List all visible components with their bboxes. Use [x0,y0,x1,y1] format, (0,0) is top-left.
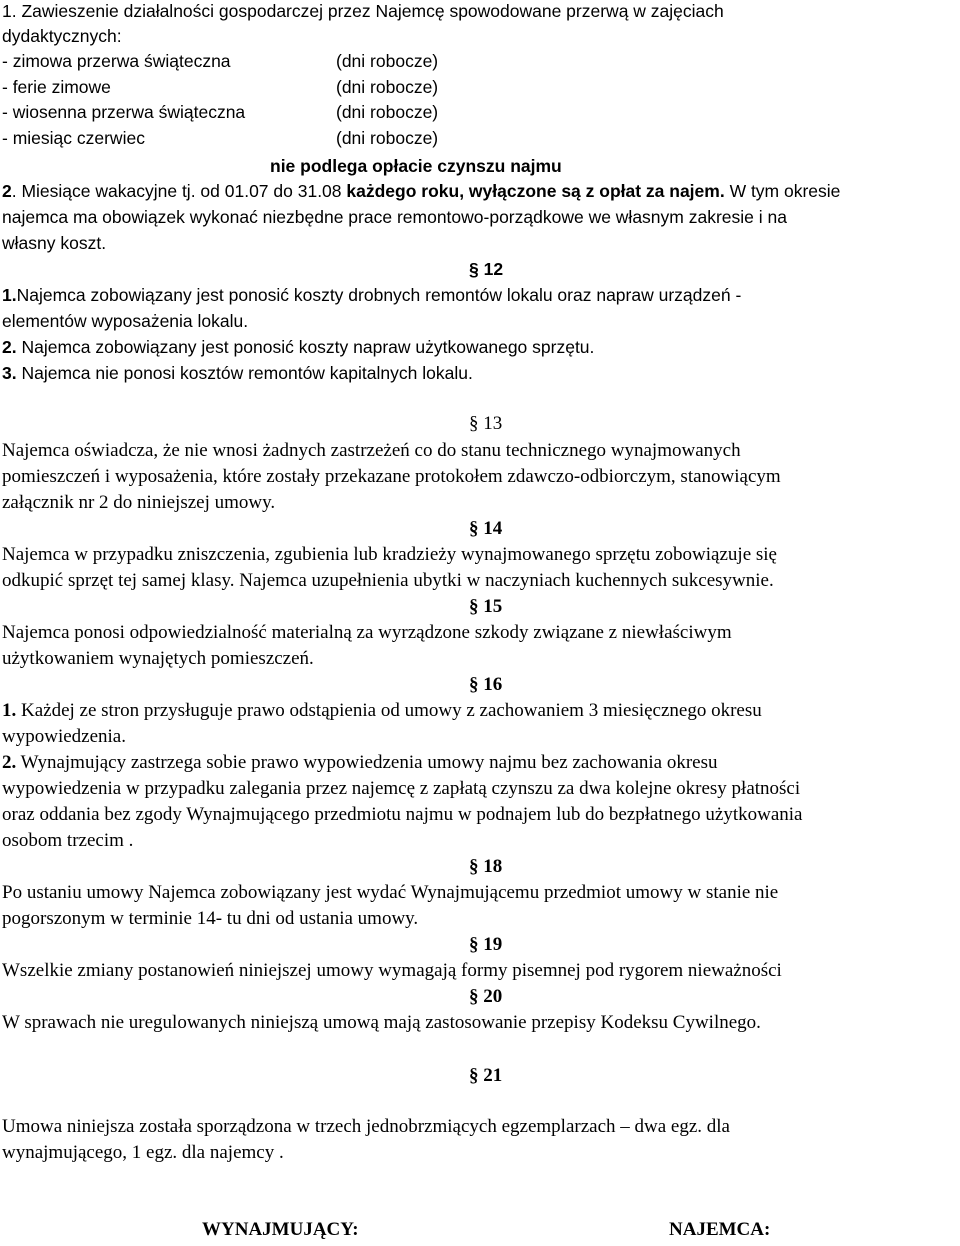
section-15-title: § 15 [469,596,503,617]
s12-item-1-line-2: elementów wyposażenia lokalu. [2,311,249,331]
s19-line-1: Wszelkie zmiany postanowień niniejszej umowy wymagają formy pisemnej pod rygorem nieważności [2,960,782,981]
p1-row-unit: (dni robocze) [336,51,439,71]
signature-tenant-label: NAJEMCA: [669,1219,771,1240]
s18-line-1: Po ustaniu umowy Najemca zobowiązany jest wydać Wynajmującemu przedmiot umowy w stanie nie [2,882,779,903]
p1-note: nie podlega opłacie czynszu najmu [270,156,562,176]
section-18-title: § 18 [469,856,503,877]
p1-row-unit: (dni robocze) [336,102,439,122]
p2-line-3: własny koszt. [2,233,107,253]
section-21-title: § 21 [469,1065,503,1086]
section-12-title: § 12 [469,259,504,279]
s16-item-2-line-1: 2. Wynajmujący zastrzega sobie prawo wypowiedzenia umowy najmu bez zachowania okresu [2,752,718,773]
p1-row-unit: (dni robocze) [336,128,439,148]
s15-line-1: Najemca ponosi odpowiedzialność materialną za wyrządzone szkody związane z niewłaściwym [2,622,732,643]
s13-line-1: Najemca oświadcza, że nie wnosi żadnych zastrzeżeń co do stanu technicznego wynajmowanych [2,440,741,461]
s16-item-1-line-2: wypowiedzenia. [2,726,126,747]
section-16-title: § 16 [469,674,503,695]
s13-line-3: załącznik nr 2 do niniejszej umowy. [2,492,276,513]
s16-item-1-line-1: 1. Każdej ze stron przysługuje prawo odstąpienia od umowy z zachowaniem 3 miesięcznego okresu [2,700,762,721]
s13-line-2: pomieszczeń i wyposażenia, które zostały przekazane protokołem zdawczo-odbiorczym, stanowiącym [2,466,781,487]
s15-line-2: użytkowaniem wynajętych pomieszczeń. [2,648,314,669]
signature-landlord-label: WYNAJMUJĄCY: [202,1219,359,1240]
s12-item-1-line-1: 1.Najemca zobowiązany jest ponosić koszty drobnych remontów lokalu oraz napraw urządzeń - [2,285,742,305]
p1-line-1: 1. Zawieszenie działalności gospodarczej przez Najemcę spowodowane przerwą w zajęciach [2,1,724,21]
p1-row: - miesiąc czerwiec [2,128,145,148]
s12-item-3: 3. Najemca nie ponosi kosztów remontów kapitalnych lokalu. [2,363,473,383]
p1-row-unit: (dni robocze) [336,77,439,97]
section-20-title: § 20 [469,986,503,1007]
s20-line-1: W sprawach nie uregulowanych niniejszą umową mają zastosowanie przepisy Kodeksu Cywilnego. [2,1012,761,1033]
s21-line-2: wynajmującego, 1 egz. dla najemcy . [2,1142,284,1163]
section-19-title: § 19 [469,934,503,955]
p2-line-1: 2. Miesiące wakacyjne tj. od 01.07 do 31.08 każdego roku, wyłączone są z opłat za najem. W tym okresie [2,181,841,201]
s16-item-2-line-3: oraz oddania bez zgody Wynajmującego przedmiotu najmu w podnajem lub do bezpłatnego użytkowania [2,804,803,825]
s16-item-2-line-2: wypowiedzenia w przypadku zalegania przez najemcę z zapłatą czynszu za dwa kolejne okresy płatności [2,778,801,799]
p1-row: - zimowa przerwa świąteczna [2,51,231,71]
s14-line-1: Najemca w przypadku zniszczenia, zgubienia lub kradzieży wynajmowanego sprzętu zobowiązuje się [2,544,777,565]
s12-item-2: 2. Najemca zobowiązany jest ponosić koszty napraw użytkowanego sprzętu. [2,337,595,357]
s21-line-1: Umowa niniejsza została sporządzona w trzech jednobrzmiących egzemplarzach – dwa egz. dla [2,1116,730,1137]
p1-row: - ferie zimowe [2,77,111,97]
p2-line-2: najemca ma obowiązek wykonać niezbędne prace remontowo-porządkowe we własnym zakresie i na [2,207,787,227]
s14-line-2: odkupić sprzęt tej samej klasy. Najemca uzupełnienia ubytki w naczyniach kuchennych sukcesywnie. [2,570,774,591]
p1-row: - wiosenna przerwa świąteczna [2,102,246,122]
section-13-title: § 13 [469,413,503,434]
s16-item-2-line-4: osobom trzecim . [2,830,134,851]
s18-line-2: pogorszonym w terminie 14- tu dni od ustania umowy. [2,908,419,929]
section-14-title: § 14 [469,518,503,539]
p1-line-2: dydaktycznych: [2,26,122,46]
